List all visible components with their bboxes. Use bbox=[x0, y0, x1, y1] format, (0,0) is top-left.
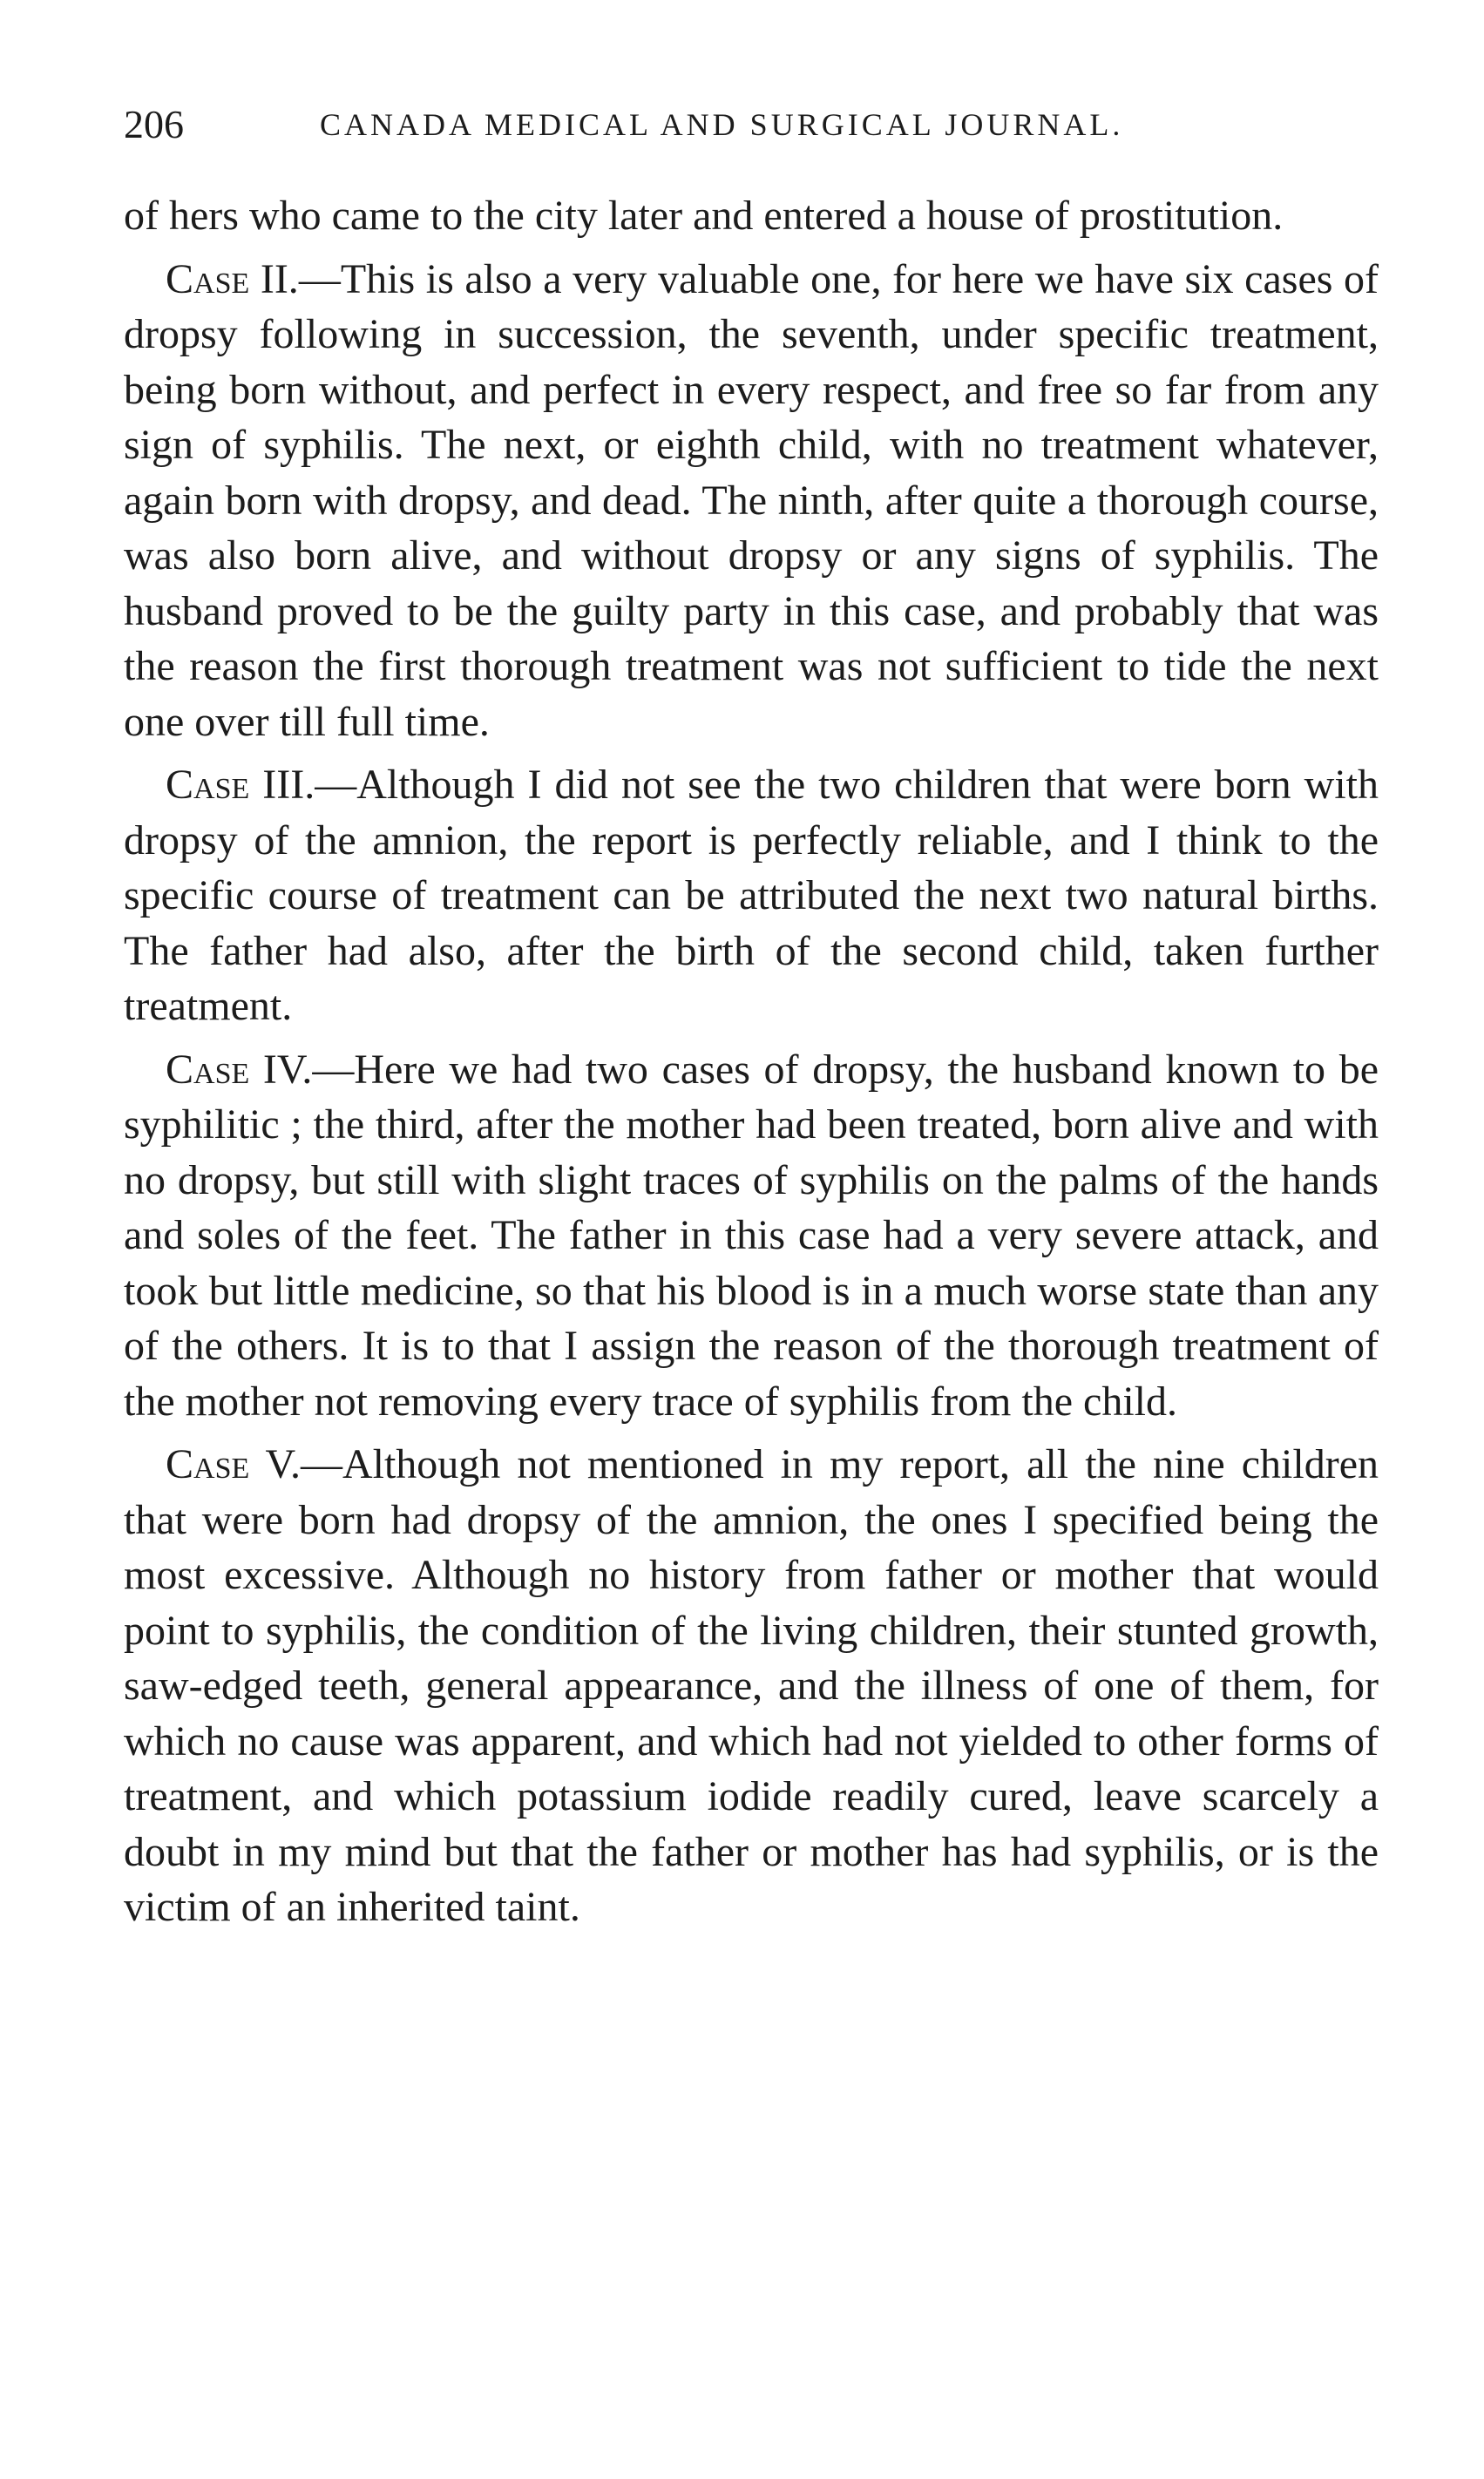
paragraph-case-2 bbox=[124, 252, 1379, 750]
case-label: Case IV. bbox=[166, 1046, 313, 1093]
paragraph-text: —Although I did not see the two children that were born with dropsy of the amnion, the report is perfectly reliable, and I think to the specific course of treatment can be attributed the next two natural births. The father had also, after the birth of the second child, taken further treatment. bbox=[124, 762, 1379, 1029]
paragraph-case-5 bbox=[124, 1437, 1379, 1935]
paragraph-text: —This is also a very valuable one, for here we have six cases of dropsy following in succession, the seventh, under specific treatment, being born without, and perfect in every respect, and free so far from any sign of syphilis. The next, or eighth child, with no treatment whatever, again born with dropsy, and dead. The ninth, after quite a thorough course, was also born alive, and without dropsy or any signs of syphilis. The husband proved to be the guilty party in this case, and probably that was the reason the first thorough treatment was not sufficient to tide the next one over till full time. bbox=[124, 255, 1379, 745]
paragraph-text: —Here we had two cases of dropsy, the husband known to be syphilitic ; the third, after the mother had been treated, born alive and with no dropsy, but still with slight traces of syphilis on the palms of the hands and soles of the feet. The father in this case had a very severe attack, and took but little medicine, so that his blood is in a much worse state than any of the others. It is to that I assign the reason of the thorough treatment of the mother not removing every trace of syphilis from the child. bbox=[124, 1046, 1379, 1425]
running-head bbox=[124, 94, 1379, 155]
paragraph-continuation bbox=[124, 188, 1379, 244]
article-body bbox=[124, 188, 1379, 1935]
paragraph-text: —Although not mentioned in my report, all the nine children that were born had dropsy of the amnion, the ones I specified being the most excessive. Although no history from father or mother that would point to syphilis, the condition of the living children, their stunted growth, saw-edged teeth, general appearance, and the illness of one of them, for which no cause was apparent, and which had not yielded to other forms of treatment, and which potassium iodide readily cured, leave scarcely a doubt in my mind but that the father or mother has had syphilis, or is the victim of an inherited taint. bbox=[124, 1441, 1379, 1930]
paragraph-text: of hers who came to the city later and entered a house of prostitution. bbox=[124, 193, 1284, 239]
paragraph-case-4 bbox=[124, 1042, 1379, 1430]
page-number: 206 bbox=[124, 102, 184, 146]
journal-page bbox=[124, 94, 1379, 1943]
paragraph-case-3 bbox=[124, 757, 1379, 1034]
case-label: Case V. bbox=[166, 1441, 301, 1487]
case-label: Case II. bbox=[166, 255, 299, 302]
case-label: Case III. bbox=[166, 762, 315, 808]
journal-title: CANADA MEDICAL AND SURGICAL JOURNAL. bbox=[320, 107, 1124, 142]
